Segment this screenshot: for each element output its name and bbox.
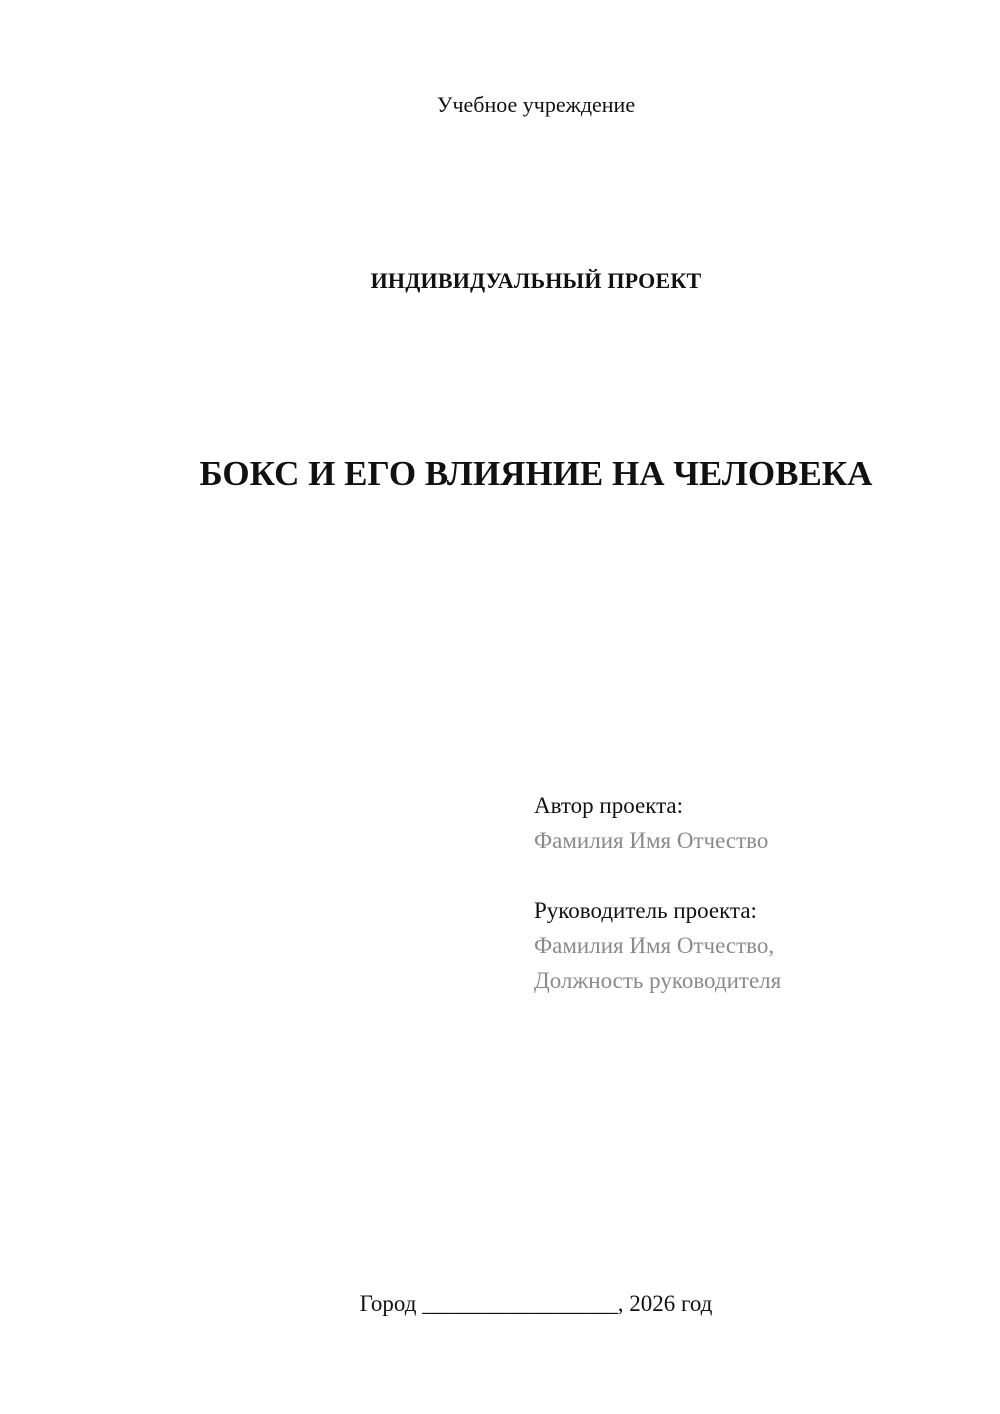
credits-block bbox=[534, 788, 974, 998]
project-title: БОКС И ЕГО ВЛИЯНИЕ НА ЧЕЛОВЕКА bbox=[199, 454, 873, 493]
project-type-heading: ИНДИВИДУАЛЬНЫЙ ПРОЕКТ bbox=[370, 268, 702, 293]
city-year-footer: Город _________________, 2026 год bbox=[359, 1291, 713, 1316]
author-label: Автор проекта: bbox=[534, 793, 683, 818]
author-name-placeholder: Фамилия Имя Отчество bbox=[534, 828, 769, 853]
supervisor-name-placeholder: Фамилия Имя Отчество, bbox=[534, 933, 775, 958]
supervisor-position-placeholder: Должность руководителя bbox=[534, 968, 782, 993]
supervisor-label: Руководитель проекта: bbox=[534, 898, 757, 923]
institution-name: Учебное учреждение bbox=[436, 92, 636, 117]
credits-spacer bbox=[534, 858, 974, 893]
